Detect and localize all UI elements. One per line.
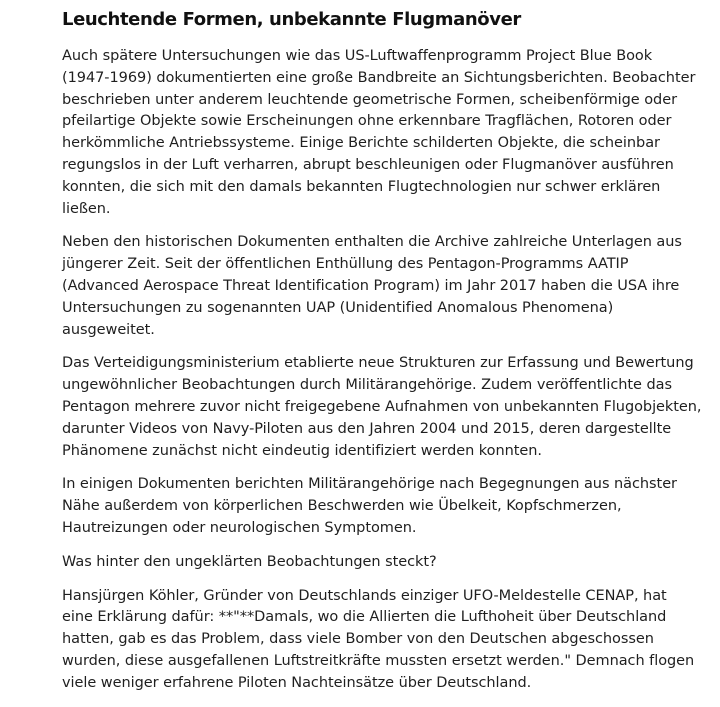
paragraph-aatip: Neben den historischen Dokumenten enthalten die Archive zahlreiche Unterlagen aus jüngerer Zeit. Seit der öffentlichen Enthüllung des Pentagon-Programms AATIP (Advanced Aerospace Threat Identification Program) im Jahr 2017 haben die USA ihre Untersuchungen zu sogenannten UAP (Unidentified Anomalous Phenomena) ausgeweitet. [62,234,682,338]
article-headline: Leuchtende Formen, unbekannte Flugmanöver [62,9,521,30]
paragraph-defense-ministry: Das Verteidigungsministerium etablierte neue Strukturen zur Erfassung und Bewertung ungewöhnlicher Beobachtungen durch Militärangehörige. Zudem veröffentlichte das Pentagon mehrere zuvor nicht freigegebene Aufnahmen von unbekannten Flugobjekten, darunter Videos von Navy-Piloten aus den Jahren 2004 und 2015, deren dargestellte Phänomene zunächst nicht eindeutig identifiziert werden konnten. [62,355,702,459]
article-body [62,8,702,707]
paragraph-question: Was hinter den ungeklärten Beobachtungen steckt? [62,553,437,570]
paragraph-cenap-quote: Hansjürgen Köhler, Gründer von Deutschlands einziger UFO-Meldestelle CENAP, hat eine Erklärung dafür: **"**Damals, wo die Allierten die Lufthoheit über Deutschland hatten, gab es das Problem, dass viele Bomber von den Deutschen abgeschossen wurden, diese ausgefallenen Luftstreitkräfte mussten ersetzt werden." Demnach flogen viele weniger erfahrene Piloten Nachteinsätze über Deutschland. [62,587,695,691]
paragraph-physical-symptoms: In einigen Dokumenten berichten Militärangehörige nach Begegnungen aus nächster Nähe außerdem von körperlichen Beschwerden wie Übelkeit, Kopfschmerzen, Hautreizungen oder neurologischen Symptomen. [62,476,677,536]
paragraph-project-blue-book: Auch spätere Untersuchungen wie das US-Luftwaffenprogramm Project Blue Book (1947-1969) dokumentierten eine große Bandbreite an Sichtungsberichten. Beobachter beschrieben unter anderem leuchtende geometrische Formen, scheibenförmige oder pfeilartige Objekte sowie Erscheinungen ohne erkennbare Tragflächen, Rotoren oder herkömmliche Antriebssysteme. Einige Berichte schilderten Objekte, die scheinbar regungslos in der Luft verharren, abrupt beschleunigen oder Flugmanöver ausführen konnten, die sich mit den damals bekannten Flugtechnologien nur schwer erklären ließen. [62,48,696,217]
